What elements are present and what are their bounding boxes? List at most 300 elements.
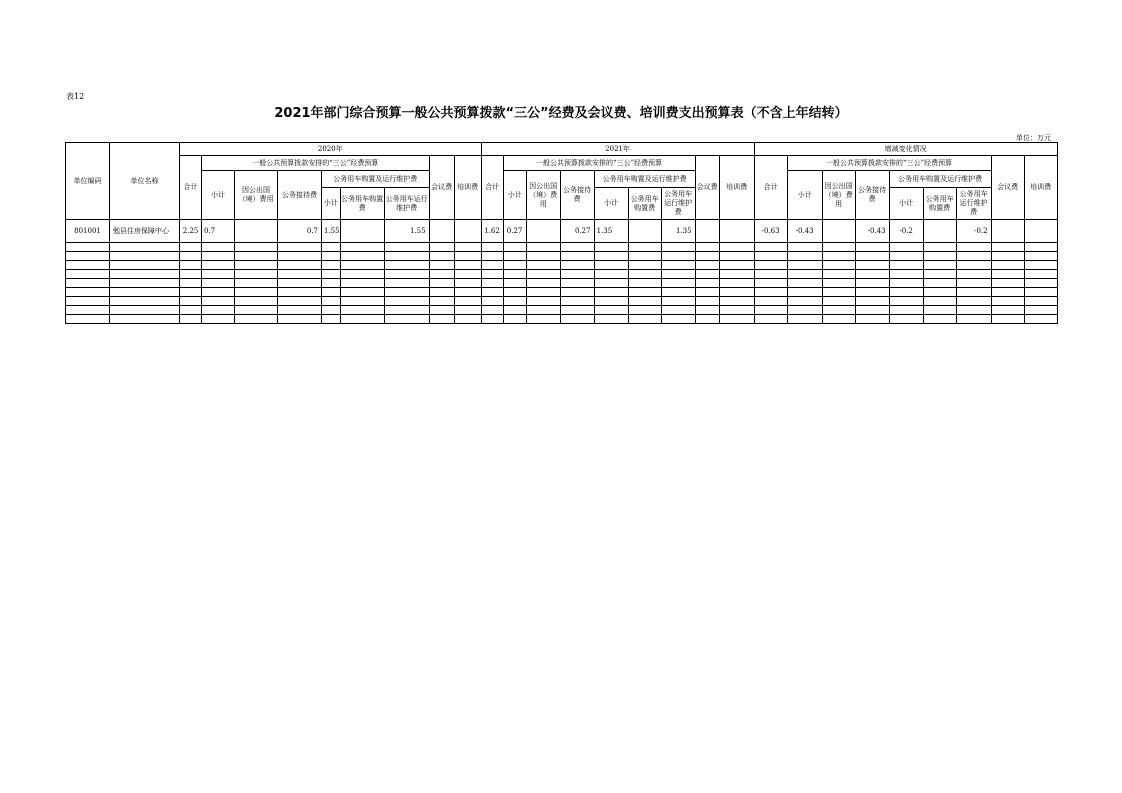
empty-row bbox=[66, 279, 1058, 288]
cell-change-car-buy bbox=[923, 220, 956, 243]
empty-cell bbox=[322, 270, 341, 279]
empty-row bbox=[66, 297, 1058, 306]
empty-cell bbox=[1024, 279, 1057, 288]
empty-cell bbox=[180, 306, 202, 315]
cell-2021-abroad bbox=[526, 220, 560, 243]
header-reception-2020: 公务接待费 bbox=[278, 171, 322, 220]
empty-cell bbox=[594, 270, 628, 279]
header-reception-2021: 公务接待费 bbox=[560, 171, 594, 220]
cell-change-car-run: -0.2 bbox=[956, 220, 991, 243]
empty-cell bbox=[787, 243, 822, 252]
empty-cell bbox=[454, 243, 481, 252]
empty-cell bbox=[1024, 243, 1057, 252]
empty-cell bbox=[956, 279, 991, 288]
empty-cell bbox=[754, 243, 787, 252]
empty-cell bbox=[503, 270, 526, 279]
empty-cell bbox=[384, 288, 429, 297]
cell-change-car-subtotal: -0.2 bbox=[889, 220, 923, 243]
empty-cell bbox=[503, 279, 526, 288]
empty-cell bbox=[1024, 252, 1057, 261]
empty-cell bbox=[695, 288, 719, 297]
cell-2020-total: 2.25 bbox=[180, 220, 202, 243]
empty-cell bbox=[340, 270, 384, 279]
empty-cell bbox=[110, 270, 180, 279]
empty-cell bbox=[503, 288, 526, 297]
header-training-change: 培训费 bbox=[1024, 156, 1057, 220]
empty-cell bbox=[180, 252, 202, 261]
empty-cell bbox=[889, 315, 923, 324]
empty-cell bbox=[235, 288, 278, 297]
empty-cell bbox=[503, 243, 526, 252]
empty-cell bbox=[822, 306, 855, 315]
empty-cell bbox=[661, 288, 695, 297]
empty-cell bbox=[923, 279, 956, 288]
empty-cell bbox=[278, 243, 322, 252]
empty-cell bbox=[454, 279, 481, 288]
empty-row bbox=[66, 270, 1058, 279]
empty-cell bbox=[429, 243, 454, 252]
cell-code: 801001 bbox=[66, 220, 110, 243]
empty-cell bbox=[560, 297, 594, 306]
empty-cell bbox=[719, 306, 754, 315]
empty-cell bbox=[855, 261, 889, 270]
empty-cell bbox=[719, 270, 754, 279]
header-car-subtotal-2020: 小计 bbox=[322, 188, 341, 220]
cell-change-reception: -0.43 bbox=[855, 220, 889, 243]
header-total-2020: 合计 bbox=[180, 156, 202, 220]
empty-cell bbox=[429, 252, 454, 261]
empty-cell bbox=[322, 261, 341, 270]
empty-cell bbox=[855, 252, 889, 261]
empty-cell bbox=[661, 279, 695, 288]
empty-cell bbox=[560, 270, 594, 279]
empty-cell bbox=[695, 252, 719, 261]
header-meeting-2020: 会议费 bbox=[429, 156, 454, 220]
empty-cell bbox=[503, 261, 526, 270]
empty-cell bbox=[754, 270, 787, 279]
empty-cell bbox=[560, 261, 594, 270]
empty-cell bbox=[787, 270, 822, 279]
empty-cell bbox=[855, 306, 889, 315]
cell-2020-abroad bbox=[235, 220, 278, 243]
table-row bbox=[66, 220, 1058, 243]
empty-cell bbox=[180, 270, 202, 279]
cell-2021-car-run: 1.35 bbox=[661, 220, 695, 243]
empty-cell bbox=[956, 315, 991, 324]
empty-cell bbox=[822, 279, 855, 288]
empty-cell bbox=[481, 297, 503, 306]
empty-cell bbox=[822, 252, 855, 261]
empty-cell bbox=[429, 315, 454, 324]
empty-cell bbox=[180, 315, 202, 324]
empty-cell bbox=[526, 279, 560, 288]
empty-cell bbox=[110, 288, 180, 297]
empty-cell bbox=[526, 261, 560, 270]
empty-cell bbox=[889, 279, 923, 288]
empty-row bbox=[66, 243, 1058, 252]
empty-cell bbox=[719, 252, 754, 261]
empty-cell bbox=[340, 306, 384, 315]
empty-cell bbox=[628, 297, 661, 306]
empty-cell bbox=[322, 306, 341, 315]
empty-cell bbox=[754, 297, 787, 306]
empty-cell bbox=[180, 279, 202, 288]
empty-cell bbox=[180, 288, 202, 297]
empty-cell bbox=[991, 297, 1024, 306]
cell-2020-meeting bbox=[429, 220, 454, 243]
cell-2021-total: 1.62 bbox=[481, 220, 503, 243]
empty-cell bbox=[923, 261, 956, 270]
header-abroad-change: 因公出国（境）费用 bbox=[822, 171, 855, 220]
empty-cell bbox=[787, 306, 822, 315]
header-car-run-2020: 公务用车运行维护费 bbox=[384, 188, 429, 220]
empty-cell bbox=[855, 288, 889, 297]
empty-cell bbox=[66, 243, 110, 252]
empty-cell bbox=[481, 306, 503, 315]
header-meeting-2021: 会议费 bbox=[695, 156, 719, 220]
empty-cell bbox=[235, 261, 278, 270]
empty-cell bbox=[454, 252, 481, 261]
header-car-group-2021: 公务用车购置及运行维护费 bbox=[594, 171, 695, 188]
empty-cell bbox=[719, 288, 754, 297]
empty-cell bbox=[661, 243, 695, 252]
empty-cell bbox=[526, 252, 560, 261]
empty-cell bbox=[66, 297, 110, 306]
empty-cell bbox=[923, 306, 956, 315]
empty-cell bbox=[787, 297, 822, 306]
header-car-group-change: 公务用车购置及运行维护费 bbox=[889, 171, 991, 188]
header-subtotal-change: 小计 bbox=[787, 171, 822, 220]
empty-cell bbox=[661, 270, 695, 279]
empty-cell bbox=[66, 306, 110, 315]
empty-cell bbox=[110, 243, 180, 252]
empty-cell bbox=[889, 306, 923, 315]
empty-cell bbox=[384, 315, 429, 324]
empty-cell bbox=[503, 252, 526, 261]
empty-cell bbox=[278, 261, 322, 270]
empty-cell bbox=[202, 270, 235, 279]
empty-cell bbox=[661, 315, 695, 324]
empty-cell bbox=[719, 279, 754, 288]
cell-name: 勉县住房保障中心 bbox=[110, 220, 180, 243]
empty-cell bbox=[322, 288, 341, 297]
empty-cell bbox=[594, 288, 628, 297]
header-change: 增减变化情况 bbox=[754, 143, 1057, 156]
empty-cell bbox=[454, 288, 481, 297]
header-abroad-2020: 因公出国（境）费用 bbox=[235, 171, 278, 220]
empty-cell bbox=[110, 297, 180, 306]
empty-cell bbox=[322, 279, 341, 288]
empty-cell bbox=[454, 297, 481, 306]
empty-cell bbox=[661, 261, 695, 270]
cell-change-meeting bbox=[991, 220, 1024, 243]
empty-cell bbox=[754, 306, 787, 315]
empty-cell bbox=[923, 297, 956, 306]
empty-cell bbox=[594, 315, 628, 324]
cell-2021-car-buy bbox=[628, 220, 661, 243]
empty-cell bbox=[526, 288, 560, 297]
empty-cell bbox=[526, 297, 560, 306]
empty-cell bbox=[66, 288, 110, 297]
empty-cell bbox=[560, 252, 594, 261]
empty-cell bbox=[594, 261, 628, 270]
cell-2021-reception: 0.27 bbox=[560, 220, 594, 243]
empty-cell bbox=[661, 306, 695, 315]
cell-2021-training bbox=[719, 220, 754, 243]
empty-cell bbox=[889, 252, 923, 261]
empty-cell bbox=[889, 261, 923, 270]
empty-cell bbox=[695, 243, 719, 252]
cell-2021-car-subtotal: 1.35 bbox=[594, 220, 628, 243]
page-title: 2021年部门综合预算一般公共预算拨款“三公”经费及会议费、培训费支出预算表（不含上年结转） bbox=[274, 106, 848, 121]
empty-cell bbox=[956, 261, 991, 270]
empty-cell bbox=[1024, 270, 1057, 279]
empty-cell bbox=[560, 306, 594, 315]
header-abroad-2021: 因公出国（境）费用 bbox=[526, 171, 560, 220]
empty-cell bbox=[1024, 315, 1057, 324]
empty-cell bbox=[384, 261, 429, 270]
empty-cell bbox=[526, 270, 560, 279]
empty-row bbox=[66, 306, 1058, 315]
empty-cell bbox=[454, 261, 481, 270]
empty-cell bbox=[278, 306, 322, 315]
empty-cell bbox=[340, 315, 384, 324]
empty-cell bbox=[202, 279, 235, 288]
empty-cell bbox=[923, 315, 956, 324]
empty-cell bbox=[384, 306, 429, 315]
header-car-group-2020: 公务用车购置及运行维护费 bbox=[322, 171, 430, 188]
empty-row bbox=[66, 261, 1058, 270]
empty-cell bbox=[1024, 288, 1057, 297]
empty-cell bbox=[956, 243, 991, 252]
empty-cell bbox=[787, 279, 822, 288]
cell-change-training bbox=[1024, 220, 1057, 243]
empty-cell bbox=[481, 243, 503, 252]
empty-cell bbox=[110, 306, 180, 315]
empty-cell bbox=[855, 243, 889, 252]
header-sangong-change: 一般公共预算拨款安排的“三公”经费预算 bbox=[787, 156, 991, 171]
empty-cell bbox=[202, 297, 235, 306]
empty-cell bbox=[202, 261, 235, 270]
header-car-subtotal-change: 小计 bbox=[889, 188, 923, 220]
empty-cell bbox=[202, 315, 235, 324]
empty-cell bbox=[594, 243, 628, 252]
header-car-subtotal-2021: 小计 bbox=[594, 188, 628, 220]
empty-cell bbox=[787, 288, 822, 297]
empty-cell bbox=[754, 315, 787, 324]
header-subtotal-2021: 小计 bbox=[503, 171, 526, 220]
header-sangong-2020: 一般公共预算拨款安排的“三公”经费预算 bbox=[202, 156, 430, 171]
empty-cell bbox=[889, 243, 923, 252]
cell-change-total: -0.63 bbox=[754, 220, 787, 243]
empty-cell bbox=[822, 261, 855, 270]
empty-cell bbox=[429, 279, 454, 288]
empty-cell bbox=[991, 261, 1024, 270]
empty-cell bbox=[278, 315, 322, 324]
empty-cell bbox=[923, 252, 956, 261]
empty-cell bbox=[628, 279, 661, 288]
empty-cell bbox=[110, 252, 180, 261]
empty-cell bbox=[1024, 306, 1057, 315]
empty-cell bbox=[202, 243, 235, 252]
cell-change-abroad bbox=[822, 220, 855, 243]
empty-cell bbox=[429, 261, 454, 270]
empty-cell bbox=[695, 315, 719, 324]
header-training-2020: 培训费 bbox=[454, 156, 481, 220]
empty-cell bbox=[695, 270, 719, 279]
empty-cell bbox=[180, 243, 202, 252]
empty-cell bbox=[594, 306, 628, 315]
empty-cell bbox=[991, 270, 1024, 279]
empty-cell bbox=[822, 297, 855, 306]
empty-cell bbox=[384, 243, 429, 252]
empty-cell bbox=[855, 315, 889, 324]
empty-row bbox=[66, 252, 1058, 261]
empty-cell bbox=[481, 279, 503, 288]
empty-cell bbox=[340, 252, 384, 261]
cell-2021-subtotal: 0.27 bbox=[503, 220, 526, 243]
empty-cell bbox=[503, 315, 526, 324]
empty-cell bbox=[787, 261, 822, 270]
empty-cell bbox=[628, 315, 661, 324]
empty-cell bbox=[695, 261, 719, 270]
budget-table bbox=[65, 142, 1058, 324]
empty-cell bbox=[822, 315, 855, 324]
empty-cell bbox=[202, 288, 235, 297]
cell-2020-subtotal: 0.7 bbox=[202, 220, 235, 243]
empty-cell bbox=[661, 252, 695, 261]
cell-2020-car-run: 1.55 bbox=[384, 220, 429, 243]
empty-cell bbox=[628, 243, 661, 252]
empty-cell bbox=[66, 270, 110, 279]
empty-cell bbox=[66, 261, 110, 270]
empty-cell bbox=[719, 315, 754, 324]
empty-cell bbox=[889, 288, 923, 297]
empty-cell bbox=[822, 288, 855, 297]
empty-cell bbox=[889, 297, 923, 306]
empty-cell bbox=[66, 279, 110, 288]
empty-cell bbox=[991, 315, 1024, 324]
empty-cell bbox=[384, 252, 429, 261]
empty-cell bbox=[787, 315, 822, 324]
empty-cell bbox=[235, 315, 278, 324]
empty-cell bbox=[278, 297, 322, 306]
empty-cell bbox=[235, 270, 278, 279]
empty-cell bbox=[628, 270, 661, 279]
empty-cell bbox=[754, 288, 787, 297]
empty-cell bbox=[719, 243, 754, 252]
empty-cell bbox=[503, 306, 526, 315]
cell-2020-car-buy bbox=[340, 220, 384, 243]
empty-cell bbox=[855, 279, 889, 288]
header-training-2021: 培训费 bbox=[719, 156, 754, 220]
empty-cell bbox=[66, 252, 110, 261]
empty-cell bbox=[202, 306, 235, 315]
empty-cell bbox=[235, 279, 278, 288]
empty-cell bbox=[235, 297, 278, 306]
empty-cell bbox=[628, 252, 661, 261]
empty-cell bbox=[429, 288, 454, 297]
empty-cell bbox=[991, 279, 1024, 288]
empty-cell bbox=[481, 288, 503, 297]
empty-cell bbox=[956, 297, 991, 306]
cell-2020-training bbox=[454, 220, 481, 243]
empty-cell bbox=[956, 270, 991, 279]
cell-2020-car-subtotal: 1.55 bbox=[322, 220, 341, 243]
table-number: 表12 bbox=[66, 92, 85, 101]
header-car-run-change: 公务用车运行维护费 bbox=[956, 188, 991, 220]
empty-cell bbox=[594, 279, 628, 288]
empty-cell bbox=[822, 270, 855, 279]
empty-cell bbox=[429, 297, 454, 306]
empty-cell bbox=[956, 252, 991, 261]
empty-cell bbox=[754, 261, 787, 270]
empty-cell bbox=[923, 288, 956, 297]
header-total-2021: 合计 bbox=[481, 156, 503, 220]
empty-row bbox=[66, 288, 1058, 297]
cell-2021-meeting bbox=[695, 220, 719, 243]
header-total-change: 合计 bbox=[754, 156, 787, 220]
empty-cell bbox=[1024, 261, 1057, 270]
empty-cell bbox=[384, 297, 429, 306]
empty-cell bbox=[719, 297, 754, 306]
empty-cell bbox=[322, 315, 341, 324]
empty-cell bbox=[822, 243, 855, 252]
empty-cell bbox=[560, 315, 594, 324]
empty-cell bbox=[235, 306, 278, 315]
empty-cell bbox=[429, 306, 454, 315]
empty-cell bbox=[340, 288, 384, 297]
empty-cell bbox=[110, 279, 180, 288]
unit-label: 单位：万元 bbox=[1016, 134, 1051, 142]
empty-cell bbox=[594, 297, 628, 306]
cell-change-subtotal: -0.43 bbox=[787, 220, 822, 243]
empty-cell bbox=[235, 243, 278, 252]
empty-cell bbox=[526, 243, 560, 252]
empty-cell bbox=[628, 288, 661, 297]
empty-cell bbox=[526, 315, 560, 324]
empty-cell bbox=[481, 252, 503, 261]
empty-cell bbox=[278, 288, 322, 297]
empty-cell bbox=[923, 270, 956, 279]
empty-row bbox=[66, 315, 1058, 324]
empty-cell bbox=[278, 270, 322, 279]
empty-cell bbox=[956, 288, 991, 297]
empty-cell bbox=[454, 270, 481, 279]
empty-cell bbox=[991, 306, 1024, 315]
empty-cell bbox=[560, 279, 594, 288]
empty-cell bbox=[956, 306, 991, 315]
empty-cell bbox=[695, 306, 719, 315]
empty-cell bbox=[384, 270, 429, 279]
empty-cell bbox=[661, 297, 695, 306]
empty-cell bbox=[889, 270, 923, 279]
empty-cell bbox=[278, 279, 322, 288]
empty-cell bbox=[66, 315, 110, 324]
empty-cell bbox=[855, 270, 889, 279]
empty-cell bbox=[628, 261, 661, 270]
header-sangong-2021: 一般公共预算拨款安排的“三公”经费预算 bbox=[503, 156, 695, 171]
empty-cell bbox=[180, 297, 202, 306]
empty-cell bbox=[481, 315, 503, 324]
empty-cell bbox=[923, 243, 956, 252]
header-code: 单位编码 bbox=[66, 143, 110, 220]
empty-cell bbox=[235, 252, 278, 261]
cell-2020-reception: 0.7 bbox=[278, 220, 322, 243]
header-2020: 2020年 bbox=[180, 143, 482, 156]
empty-cell bbox=[503, 297, 526, 306]
empty-cell bbox=[454, 315, 481, 324]
